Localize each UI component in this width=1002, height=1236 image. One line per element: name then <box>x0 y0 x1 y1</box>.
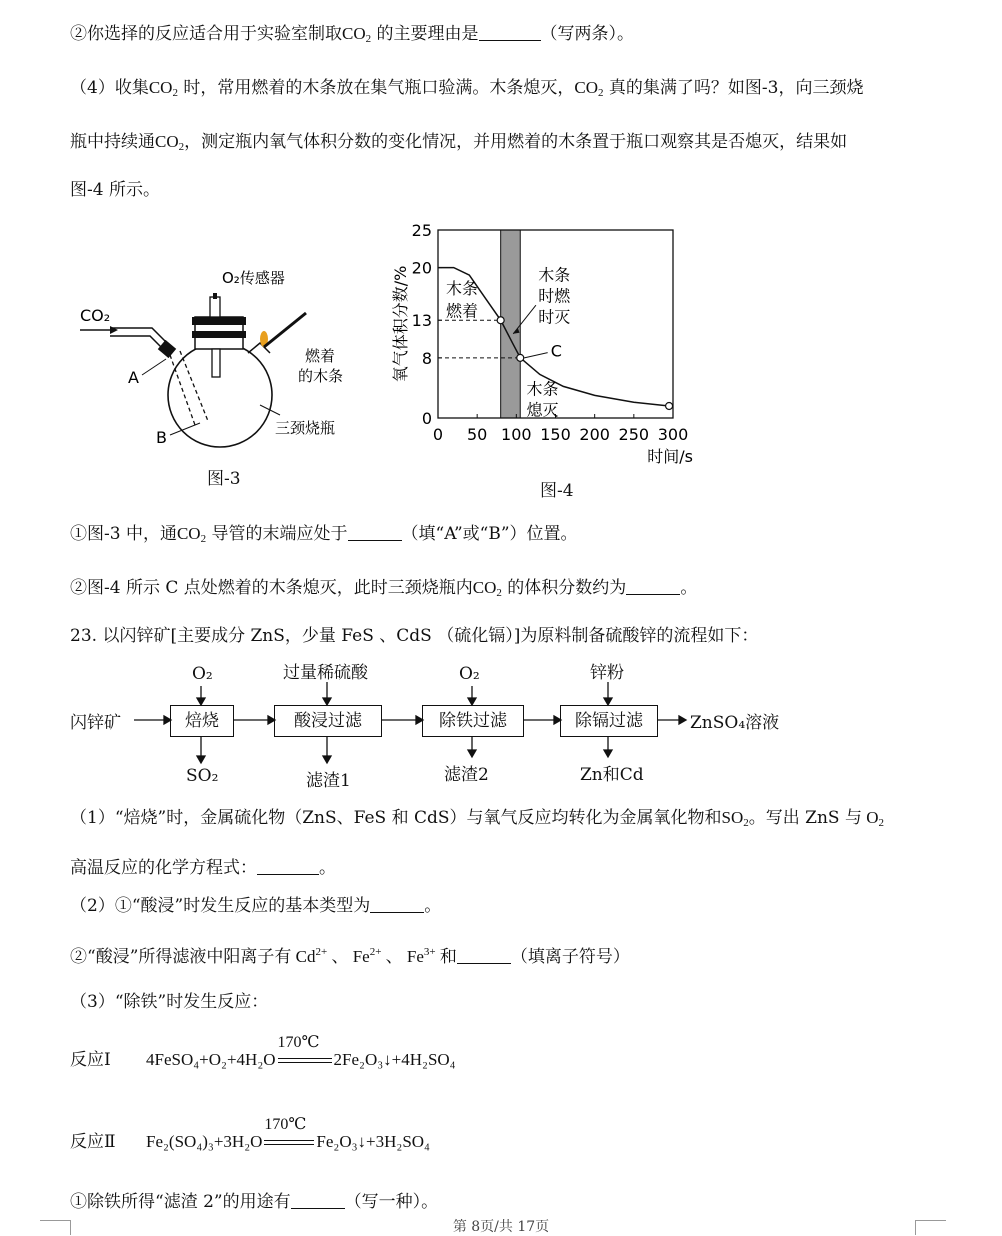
flow-output-3: 滤渣2 <box>444 765 489 785</box>
answer-blank[interactable] <box>370 896 424 913</box>
shaded-band <box>501 230 521 418</box>
y-axis-label: 氧气体积分数/% <box>391 265 410 383</box>
question-line <box>70 22 634 51</box>
text: 的主要理由是 <box>371 24 479 44</box>
answer-blank[interactable] <box>457 947 511 964</box>
annotation-out-2: 熄灭 <box>526 400 559 420</box>
question-line: 瓶中持续通$CO_2$，测定瓶内氧气体积分数的变化情况，并用燃着的木条置于瓶口观察其是否熄灭，结果如 <box>70 132 848 153</box>
flask-label: 三颈烧瓶 <box>275 419 336 437</box>
y-tick-label: 0 <box>421 409 432 428</box>
answer-blank[interactable] <box>291 1192 345 1209</box>
question-line: （3）“除铁”时发生反应： <box>70 992 269 1012</box>
x-tick-label: 250 <box>618 425 650 444</box>
answer-blank[interactable] <box>626 578 680 595</box>
flow-output-4: Zn和Cd <box>580 765 644 785</box>
flow-arrows <box>0 650 1002 790</box>
annotation-c-pointer <box>524 353 547 358</box>
answer-blank[interactable] <box>257 858 319 875</box>
reaction-2: 反应Ⅱ Fe₂(SO₄)₃+3H₂O 170℃ Fe₂O₃↓+3H₂SO₄ <box>70 1116 430 1151</box>
y-tick-label: 25 <box>411 221 432 240</box>
flow-box-iron-removal: 除铁过滤 <box>422 705 524 737</box>
flow-box-acid-leach: 酸浸过滤 <box>274 705 382 737</box>
x-tick-label: 50 <box>466 425 488 444</box>
question-line: 图-4 所示。 <box>70 180 160 200</box>
figure-4-caption: 图-4 <box>540 481 574 501</box>
stick-label-1: 燃着 <box>305 347 336 365</box>
question-line: ②图-4 所示 C 点处燃着的木条熄灭，此时三颈烧瓶内$CO_2$ 的体积分数约为 。 <box>70 578 698 599</box>
x-tick-label: 150 <box>540 425 571 444</box>
data-point <box>666 402 673 409</box>
text: ②你选择的反应适合用于实验室制取 <box>70 24 342 44</box>
x-tick-label: 0 <box>432 425 444 444</box>
question-line: （4）收集$CO_2$ 时，常用燃着的木条放在集气瓶口验满。木条熄灭，$CO_2$ 真的集满了吗？如图-3，向三颈烧 <box>70 78 864 99</box>
flow-input-4: 锌粉 <box>590 663 624 683</box>
x-tick-label: 100 <box>501 425 532 444</box>
figure-3-apparatus <box>70 255 370 450</box>
flow-box-cadmium-removal: 除镉过滤 <box>560 705 658 737</box>
question-line: ①除铁所得“滤渣 2”的用途有 （写一种）。 <box>70 1192 439 1212</box>
y-tick-label: 20 <box>411 258 432 278</box>
annotation-c: C <box>550 341 562 361</box>
question-line: （2）①“酸浸”时发生反应的基本类型为 。 <box>70 896 442 916</box>
question-line: ②“酸浸”所得滤液中阳离子有 $Cd^{2+}$ 、 $Fe^{2+}$ 、 $Fe^{3+}$ 和 （填离子符号） <box>70 946 630 967</box>
annotation-flicker-1: 木条 <box>538 265 571 285</box>
formula-co2: $CO_2$ <box>342 24 372 45</box>
flow-input-2: 过量稀硫酸 <box>283 663 368 683</box>
flow-box-roast: 焙烧 <box>170 705 234 737</box>
question-line: （1）“焙烧”时，金属硫化物（ZnS、FeS 和 CdS）与氧气反应均转化为金属氧化物和$SO_2$。写出 ZnS 与 $O_2$ <box>70 808 885 829</box>
x-tick-label: 200 <box>579 425 610 444</box>
data-point <box>517 354 524 361</box>
flow-input-3: O₂ <box>459 664 480 684</box>
label-b: B <box>156 428 167 447</box>
data-point <box>497 317 504 324</box>
annotation-flicker-3: 时灭 <box>538 307 571 327</box>
reaction-1: 反应Ⅰ 4FeSO₄+O₂+4H₂O 170℃ 2Fe₂O₃↓+4H₂SO₄ <box>70 1034 456 1069</box>
co2-label: CO₂ <box>80 306 111 325</box>
figure-4-chart <box>378 218 708 468</box>
x-tick-label: 300 <box>657 425 689 444</box>
text: （写两条）。 <box>540 24 635 44</box>
annotation-flicker-2: 时燃 <box>538 286 571 306</box>
y-tick-label: 8 <box>421 348 432 368</box>
flow-output-2: 滤渣1 <box>306 771 351 791</box>
answer-blank[interactable] <box>348 524 402 541</box>
x-axis-label: 时间/s <box>647 447 693 466</box>
annotation-out-1: 木条 <box>526 379 559 399</box>
process-flow <box>0 650 1002 790</box>
flow-output-1: SO₂ <box>186 766 219 786</box>
figure-3-caption: 图-3 <box>207 469 241 489</box>
annotation-burning-2: 燃着 <box>446 301 479 321</box>
page-footer: 第 8页/共 17页 <box>452 1219 550 1235</box>
flow-start: 闪锌矿 <box>70 713 121 733</box>
y-tick-label: 13 <box>411 311 432 331</box>
o2-sensor-label: O₂传感器 <box>222 269 285 287</box>
question-line: 23. 以闪锌矿[主要成分 ZnS，少量 FeS 、CdS （硫化镉）]为原料制备硫酸锌的流程如下： <box>70 626 759 646</box>
flow-input-1: O₂ <box>192 664 213 684</box>
question-line: 高温反应的化学方程式： 。 <box>70 858 336 878</box>
label-a: A <box>128 368 139 387</box>
question-line: ①图-3 中，通$CO_2$ 导管的末端应处于 （填“A”或“B”）位置。 <box>70 524 578 545</box>
flow-end: ZnSO₄溶液 <box>690 713 780 733</box>
stick-label-2: 的木条 <box>298 367 344 385</box>
answer-blank[interactable] <box>479 24 541 41</box>
annotation-burning-1: 木条 <box>446 278 479 298</box>
